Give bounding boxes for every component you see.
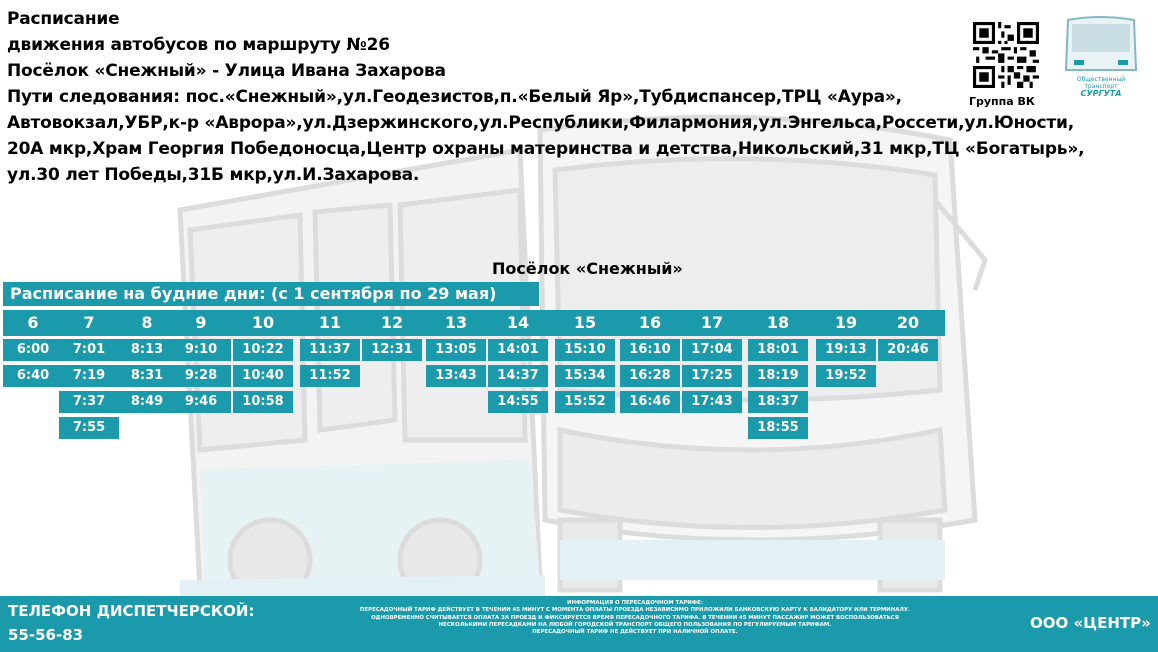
departure-time-cell: 15:52 (555, 391, 615, 413)
departure-time-cell: 9:28 (171, 365, 231, 387)
footer-bar (0, 596, 1158, 652)
departure-time-cell: 13:43 (426, 365, 486, 387)
hour-header-6: 6 (27, 313, 39, 332)
departure-time-cell: 6:00 (3, 339, 63, 361)
departure-time-cell: 9:10 (171, 339, 231, 361)
departure-time-cell: 11:52 (300, 365, 360, 387)
departure-time-cell: 19:13 (816, 339, 876, 361)
hour-header-9: 9 (195, 313, 207, 332)
departure-time-cell: 19:52 (816, 365, 876, 387)
hour-header-15: 15 (573, 313, 597, 332)
departure-time-cell: 17:04 (682, 339, 742, 361)
title-line-1: Расписание (7, 9, 120, 29)
route-line-2: Автовокзал,УБР,к-р «Аврора»,ул.Дзержинского,ул.Республики,Филармония,ул.Энгельса,Россети,ул.Юности, (7, 113, 1075, 133)
bus-logo-icon (1060, 14, 1142, 98)
hour-header-10: 10 (251, 313, 275, 332)
departure-time-cell: 14:01 (488, 339, 548, 361)
route-line-1: Пути следования: пос.«Снежный»,ул.Геодезистов,п.«Белый Яр»,Тубдиспансер,ТРЦ «Аура», (7, 87, 902, 107)
hours-header-bar (3, 310, 945, 336)
direction-title: Посёлок «Снежный» (492, 259, 683, 278)
hour-header-14: 14 (506, 313, 530, 332)
dispatcher-phone-label: ТЕЛЕФОН ДИСПЕТЧЕРСКОЙ: (8, 602, 255, 620)
departure-time-cell: 14:55 (488, 391, 548, 413)
departure-time-cell: 18:01 (748, 339, 808, 361)
departure-time-cell: 7:37 (59, 391, 119, 413)
departure-time-cell: 17:25 (682, 365, 742, 387)
period-bar: Расписание на будние дни: (с 1 сентября по 29 мая) (3, 282, 539, 306)
hour-header-20: 20 (896, 313, 920, 332)
route-line-4: ул.30 лет Победы,31Б мкр,ул.И.Захарова. (7, 165, 420, 185)
transfer-tariff-info (280, 600, 990, 636)
departure-time-cell: 6:40 (3, 365, 63, 387)
logo-line-2: транспорт (1084, 83, 1118, 90)
logo-line-3: СУРГУТА (1080, 89, 1122, 98)
title-line-3: Посёлок «Снежный» - Улица Ивана Захарова (7, 61, 446, 81)
departure-time-cell: 8:31 (117, 365, 177, 387)
departure-time-cell: 7:19 (59, 365, 119, 387)
hour-header-8: 8 (141, 313, 153, 332)
departure-time-cell: 16:10 (620, 339, 680, 361)
departure-time-cell: 18:19 (748, 365, 808, 387)
departure-time-cell: 7:01 (59, 339, 119, 361)
departure-time-cell: 17:43 (682, 391, 742, 413)
departure-time-cell: 13:05 (426, 339, 486, 361)
title-line-2: движения автобусов по маршруту №26 (7, 35, 390, 55)
departure-time-cell: 7:55 (59, 417, 119, 439)
hour-header-7: 7 (83, 313, 95, 332)
departure-time-cell: 10:40 (233, 365, 293, 387)
schedule-header (7, 6, 1084, 188)
departure-time-cell: 16:28 (620, 365, 680, 387)
hour-header-19: 19 (834, 313, 858, 332)
departure-time-cell: 16:46 (620, 391, 680, 413)
info-line-3: ОДНОВРЕМЕННО СЧИТЫВАЕТСЯ ОПЛАТА ЗА ПРОЕЗД И ФИКСИРУЕТСЯ ВРЕМЯ ПЕРЕСАДОЧНОГО ТАРИФА. В ТЕЧЕНИИ 45 МИНУТ ПАССАЖИР МОЖЕТ ВОСПОЛЬЗОВАТЬСЯ (371, 614, 899, 621)
qr-label: Группа ВК (969, 95, 1035, 108)
departure-time-cell: 12:31 (362, 339, 422, 361)
info-line-2: ПЕРЕСАДОЧНЫЙ ТАРИФ ДЕЙСТВУЕТ В ТЕЧЕНИИ 45 МИНУТ С МОМЕНТА ОПЛАТЫ ПРОЕЗДА НЕЗАВИСИМО ПРИЛОЖИЛИ БАНКОВСКУЮ КАРТУ К ВАЛИДАТОРУ ИЛИ ТЕРМИНАЛУ. (359, 607, 911, 614)
departure-time-cell: 14:37 (488, 365, 548, 387)
hour-header-17: 17 (700, 313, 724, 332)
departure-time-cell: 8:13 (117, 339, 177, 361)
hour-header-16: 16 (638, 313, 662, 332)
company-name: ООО «ЦЕНТР» (1030, 614, 1151, 632)
departure-time-cell: 18:55 (748, 417, 808, 439)
hour-header-11: 11 (318, 313, 342, 332)
route-line-3: 20А мкр,Храм Георгия Победоносца,Центр охраны материнства и детства,Никольский,31 мкр,ТЦ «Богатырь», (7, 139, 1085, 159)
logo-line-1: Общественный (1076, 76, 1126, 83)
hour-header-12: 12 (380, 313, 404, 332)
departure-time-cell: 10:58 (233, 391, 293, 413)
departure-time-cell: 20:46 (878, 339, 938, 361)
departure-time-cell: 10:22 (233, 339, 293, 361)
departure-time-cell: 18:37 (748, 391, 808, 413)
dispatcher-phone[interactable]: 55-56-83 (8, 626, 84, 644)
info-line-4: НЕСКОЛЬКИМИ ПЕРЕСАДКАМИ НА ЛЮБОЙ ГОРОДСКОЙ ТРАНСПОРТ ОБЩЕГО ПОЛЬЗОВАНИЯ ПО РЕГУЛИРУЕМЫМ ТАРИФАМ. (438, 621, 832, 628)
departure-time-cell: 11:37 (300, 339, 360, 361)
qr-code-icon[interactable] (973, 22, 1039, 88)
hour-header-18: 18 (766, 313, 790, 332)
departure-time-cell: 9:46 (171, 391, 231, 413)
departure-time-cell: 15:34 (555, 365, 615, 387)
info-line-1: ИНФОРМАЦИЯ О ПЕРЕСАДОЧНОМ ТАРИФЕ: (567, 600, 703, 606)
departure-time-cell: 8:49 (117, 391, 177, 413)
hour-header-13: 13 (444, 313, 468, 332)
departure-time-cell: 15:10 (555, 339, 615, 361)
info-line-5: ПЕРЕСАДОЧНЫЙ ТАРИФ НЕ ДЕЙСТВУЕТ ПРИ НАЛИЧНОЙ ОПЛАТЕ. (532, 629, 738, 636)
